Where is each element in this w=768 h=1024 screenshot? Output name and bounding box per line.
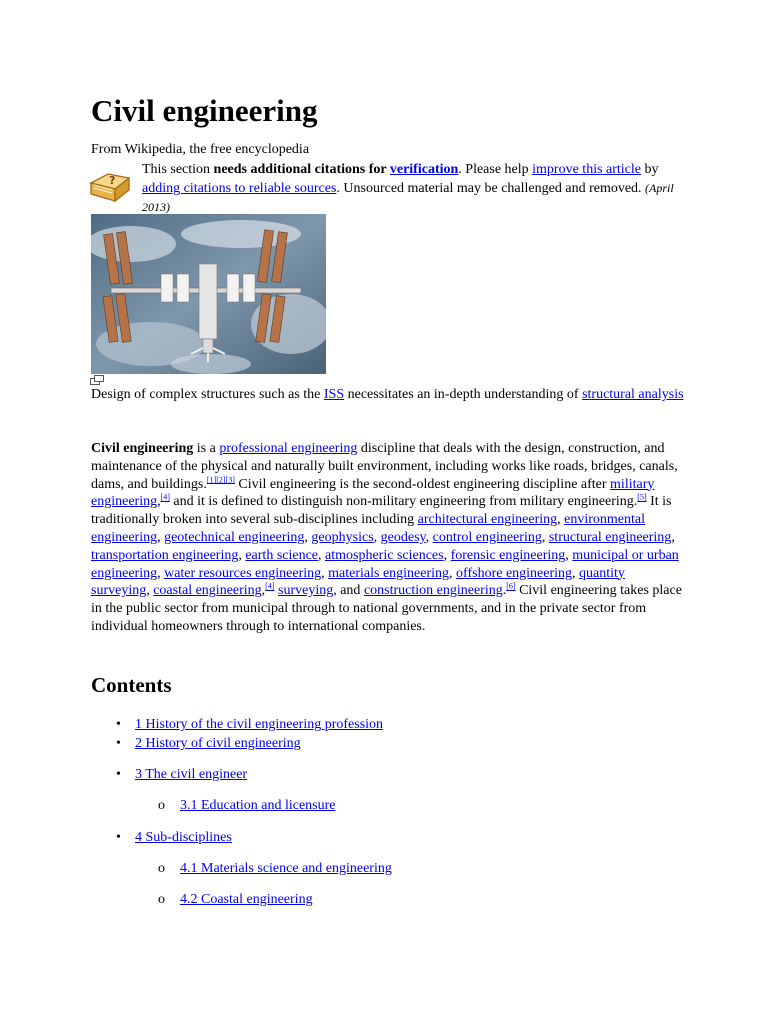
toc-item-2[interactable]: 2 History of civil engineering: [135, 736, 301, 751]
ref-4[interactable]: [4]: [160, 492, 170, 502]
transportation-engineering-link[interactable]: transportation engineering: [91, 547, 239, 563]
structural-engineering-link[interactable]: structural engineering: [548, 529, 672, 545]
citation-notice: This section needs additional citations for verification. Please help improve this article by adding citations to reliable sources. Unsourced material may be challenged and removed. (April 2013): [142, 162, 674, 214]
book-question-icon: [88, 165, 132, 209]
bullet: •: [116, 767, 121, 782]
verification-link[interactable]: verification: [389, 162, 459, 177]
geophysics-link[interactable]: geophysics: [311, 529, 374, 545]
environmental-engineering-link[interactable]: environmental engineering: [91, 512, 646, 545]
toc-item-1[interactable]: 1 History of the civil engineering profession: [135, 717, 384, 732]
geotechnical-engineering-link[interactable]: geotechnical engineering: [164, 529, 305, 545]
image-caption: Design of complex structures such as the ISS necessitates an in-depth understanding of structural analysis: [91, 387, 684, 402]
coastal-engineering-link[interactable]: coastal engineering: [153, 583, 262, 599]
structural-analysis-link[interactable]: structural analysis: [582, 387, 684, 402]
offshore-engineering-link[interactable]: offshore engineering: [456, 565, 573, 581]
ref-4b[interactable]: [4]: [265, 581, 275, 591]
toc-item-3[interactable]: 3 The civil engineer: [135, 767, 248, 782]
toc-item-4[interactable]: 4 Sub-disciplines: [135, 830, 232, 845]
control-engineering-link[interactable]: control engineering: [432, 529, 542, 545]
tagline: From Wikipedia, the free encyclopedia: [91, 142, 310, 157]
improve-article-link[interactable]: improve this article: [532, 162, 642, 177]
water-resources-engineering-link[interactable]: water resources engineering: [164, 565, 322, 581]
earth-science-link[interactable]: earth science: [245, 547, 319, 563]
enlarge-icon[interactable]: [90, 375, 104, 385]
bullet: o: [158, 892, 165, 907]
bullet: •: [116, 717, 121, 732]
adding-citations-link[interactable]: adding citations to reliable sources: [142, 181, 337, 196]
ref-6[interactable]: [6]: [506, 581, 516, 591]
architectural-engineering-link[interactable]: architectural engineering: [417, 512, 558, 528]
ref-5[interactable]: [5]: [637, 492, 647, 502]
toc-item-4-2[interactable]: 4.2 Coastal engineering: [180, 892, 313, 907]
toc-item-3-1[interactable]: 3.1 Education and licensure: [180, 798, 336, 813]
toc-item-4-1[interactable]: 4.1 Materials science and engineering: [180, 861, 392, 876]
iss-image[interactable]: [91, 214, 326, 374]
construction-engineering-link[interactable]: construction engineering: [363, 583, 503, 599]
municipal-engineering-link[interactable]: municipal or urban engineering: [91, 547, 679, 581]
iss-link[interactable]: ISS: [323, 387, 345, 402]
forensic-engineering-link[interactable]: forensic engineering: [450, 547, 566, 563]
geodesy-link[interactable]: geodesy: [380, 529, 426, 545]
page-title: Civil engineering: [91, 93, 318, 128]
bullet: •: [116, 736, 121, 751]
military-engineering-link[interactable]: military engineering: [91, 476, 655, 510]
bullet: o: [158, 798, 165, 813]
notice-date: (April 2013): [142, 181, 674, 214]
materials-engineering-link[interactable]: materials engineering: [328, 565, 450, 581]
ref-1-2-3[interactable]: [1][2][3]: [206, 474, 235, 484]
professional-engineering-link[interactable]: professional engineering: [219, 441, 358, 456]
bullet: o: [158, 861, 165, 876]
surveying-link[interactable]: surveying: [278, 583, 334, 599]
atmospheric-sciences-link[interactable]: atmospheric sciences: [325, 547, 444, 563]
quantity-surveying-link[interactable]: quantity surveying: [91, 565, 625, 599]
intro-paragraph: Civil engineering is a professional engineering discipline that deals with the design, construction, and maintenance of the physical and naturally built environment, including works like roads, bridges, canals, dams, and buildings.[1][2][3] Civil engineering is the second-oldest engineering discipline after military engineering,[4] and it is defined to distinguish non-military engineering from military engineering.[5] It is traditionally broken into several sub-disciplines including architectural engineering, environmental engineering, geotechnical engineering, geophysics, geodesy, control engineering, structural engineering, transportation engineering, earth science, atmospheric sciences, forensic engineering, municipal or urban engineering, water resources engineering, materials engineering, offshore engineering, quantity surveying, coastal engineering,[4] surveying, and construction engineering.[6] Civil engineering takes place in the public sector from municipal through to national governments, and in the private sector from individual homeowners through to international companies.: [91, 441, 682, 634]
bullet: •: [116, 830, 121, 845]
svg-text:?: ?: [109, 174, 116, 187]
contents-heading: Contents: [91, 673, 172, 697]
